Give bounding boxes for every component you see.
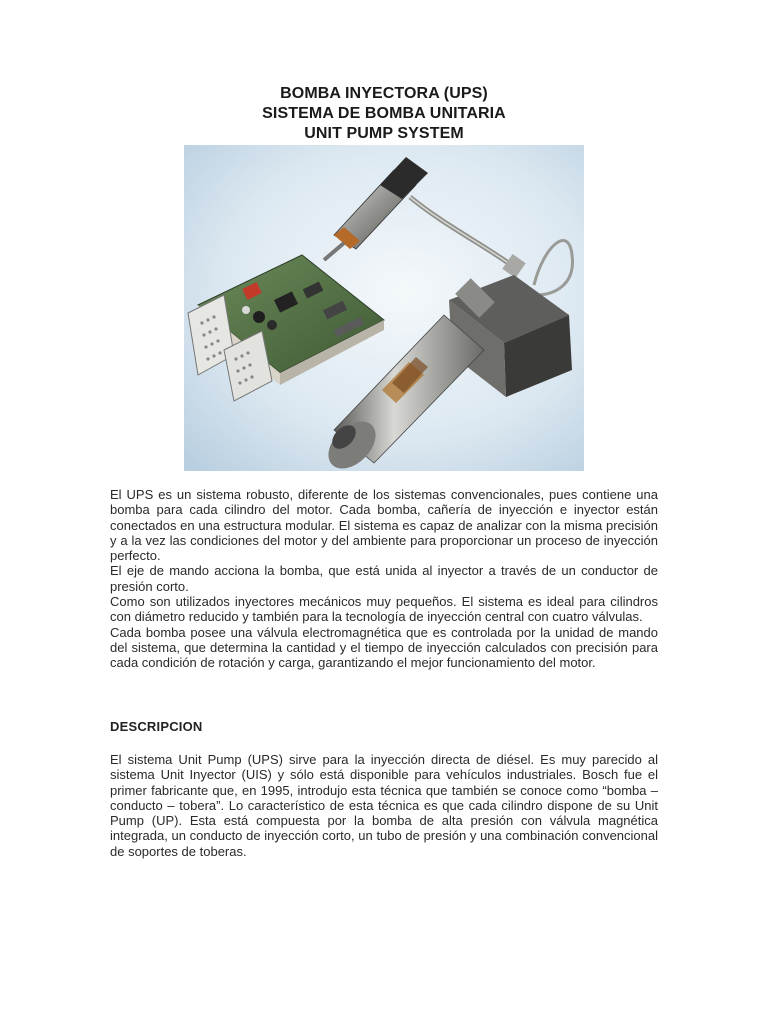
title-block (0, 84, 768, 144)
intro-paragraph-4: Cada bomba posee una válvula electromagnética que es controlada por la unidad de mando del sistema, que determina la cantidad y el tiempo de inyección calculados con precisión para cada condición de rotación y carga, garantizando el mejor funcionamiento del motor. (110, 624, 658, 671)
title-line-1: BOMBA INYECTORA (UPS) (280, 85, 488, 102)
intro-paragraph-1: El UPS es un sistema robusto, diferente de los sistemas convencionales, pues contiene una bomba para cada cilindro del motor. Cada bomba, cañería de inyección e inyector están conectados en una estructura modular. El sistema es capaz de analizar con la misma precisión y a la vez las condiciones del motor y del ambiente para proporcionar un proceso de inyección perfecto. (110, 487, 658, 564)
intro-text (110, 487, 658, 671)
unit-pump-illustration (184, 145, 584, 471)
product-photo (184, 145, 584, 471)
intro-paragraph-2: El eje de mando acciona la bomba, que está unida al inyector a través de un conductor de presión corto. (110, 563, 658, 594)
title-line-3: UNIT PUMP SYSTEM (304, 125, 464, 142)
descripcion-heading: DESCRIPCION (110, 719, 203, 734)
descripcion-paragraph: El sistema Unit Pump (UPS) sirve para la inyección directa de diésel. Es muy parecido al sistema Unit Inyector (UIS) y sólo está disponible para vehículos industriales. Bosch fue el primer fabricante que, en 1995, introdujo esta técnica que también se conoce como “bomba – conducto – tobera”. Lo característico de esta técnica es que cada cilindro dispone de su Unit Pump (UP). Esta está compuesta por la bomba de alta presión con válvula magnética integrada, un conducto de inyección corto, un tubo de presión y una combinación convencional de soportes de toberas. (110, 752, 658, 859)
title-line-2: SISTEMA DE BOMBA UNITARIA (262, 105, 506, 122)
intro-paragraph-3: Como son utilizados inyectores mecánicos muy pequeños. El sistema es ideal para cilindros con diámetro reducido y también para la tecnología de inyección central con cuatro válvulas. (110, 594, 658, 625)
descripcion-text (110, 752, 658, 859)
